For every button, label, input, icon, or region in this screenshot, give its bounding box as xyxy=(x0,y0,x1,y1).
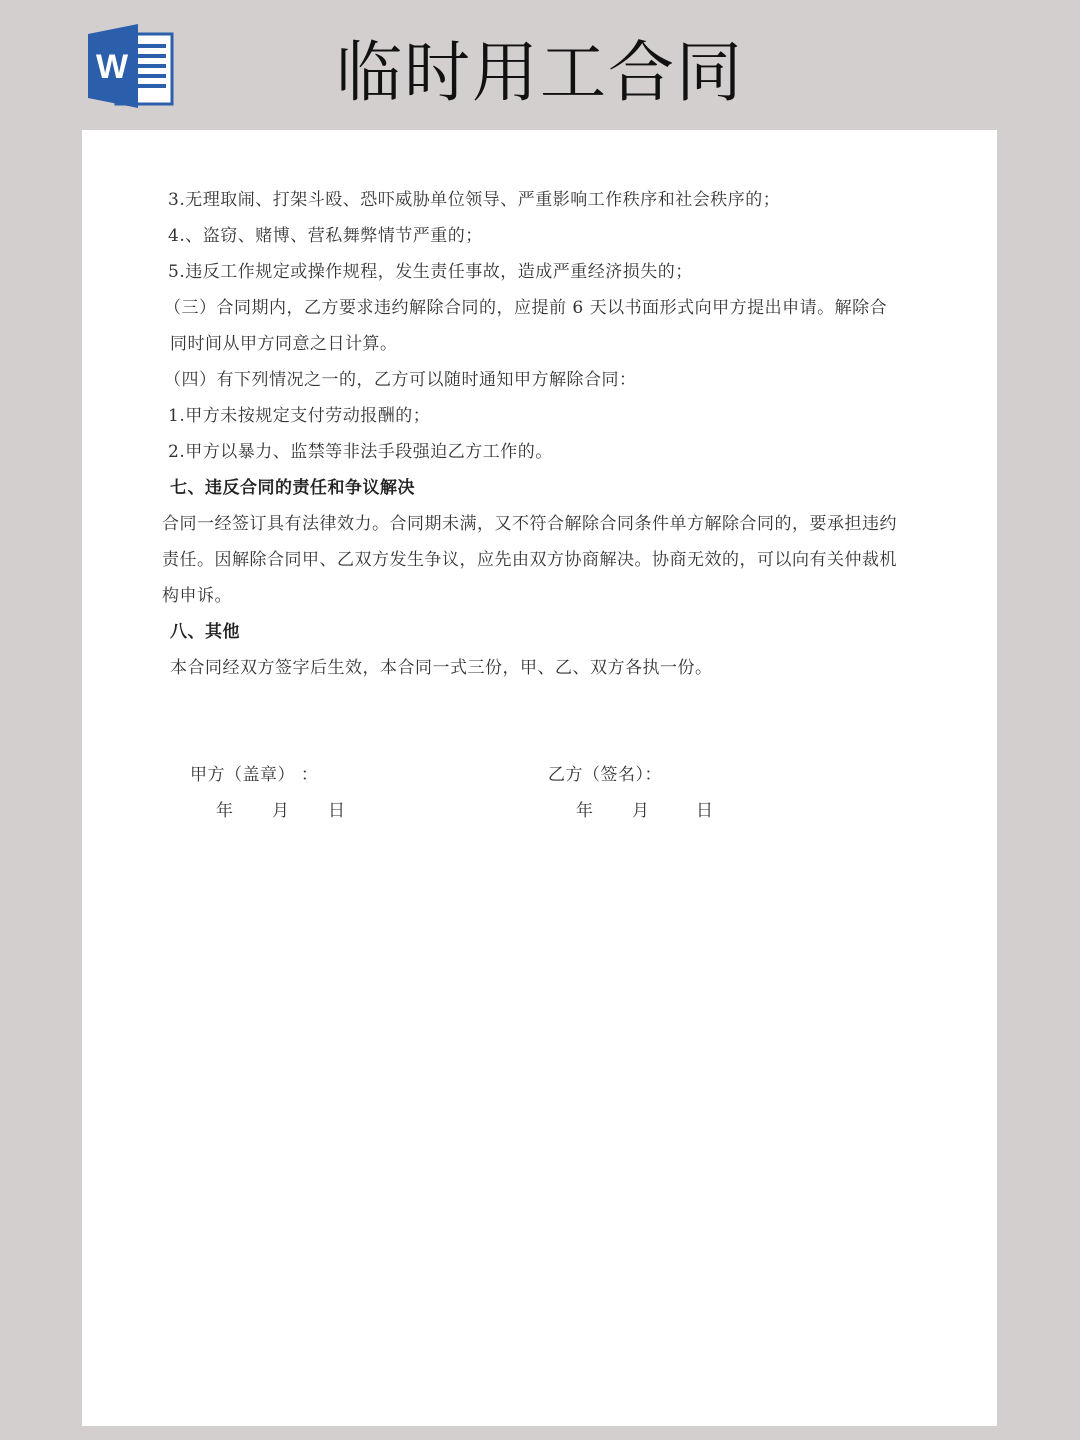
clause-line: 3.无理取闹、打架斗殴、恐吓威胁单位领导、严重影响工作秩序和社会秩序的； xyxy=(168,190,781,210)
clause-line: 5.违反工作规定或操作规程，发生责任事故，造成严重经济损失的； xyxy=(168,262,693,282)
clause-line: （三）合同期内，乙方要求违约解除合同的，应提前 6 天以书面形式向甲方提出申请。解除合 xyxy=(164,298,888,318)
clause-line: 4.、盗窃、赌博、营私舞弊情节严重的； xyxy=(168,226,483,246)
clause-line: （四）有下列情况之一的，乙方可以随时通知甲方解除合同： xyxy=(164,370,637,390)
clause-line: 同时间从甲方同意之日计算。 xyxy=(170,334,398,354)
section-heading: 七、违反合同的责任和争议解决 xyxy=(170,478,415,498)
party-a-year: 年 xyxy=(216,801,233,821)
section-paragraph-line: 本合同经双方签字后生效，本合同一式三份，甲、乙、双方各执一份。 xyxy=(170,658,713,678)
party-b-year: 年 xyxy=(576,801,593,821)
page-title: 临时用工合同 xyxy=(336,34,744,111)
section-heading: 八、其他 xyxy=(170,622,240,642)
clause-line: 1.甲方未按规定支付劳动报酬的； xyxy=(168,406,431,426)
section-paragraph-line: 责任。因解除合同甲、乙双方发生争议，应先由双方协商解决。协商无效的，可以向有关仲裁机 xyxy=(162,550,897,570)
party-a-signature-label: 甲方（盖章） ： xyxy=(190,765,319,785)
party-b-day: 日 xyxy=(696,801,713,821)
party-a-day: 日 xyxy=(328,801,345,821)
section-paragraph-line: 构申诉。 xyxy=(162,586,232,606)
document-page xyxy=(82,130,997,1426)
party-b-month: 月 xyxy=(632,801,649,821)
party-a-month: 月 xyxy=(272,801,289,821)
party-b-signature-label: 乙方（签名）： xyxy=(548,765,662,785)
section-paragraph-line: 合同一经签订具有法律效力。合同期未满，又不符合解除合同条件单方解除合同的，要承担违约 xyxy=(162,514,897,534)
word-logo-letter: W xyxy=(96,48,129,86)
clause-line: 2.甲方以暴力、监禁等非法手段强迫乙方工作的。 xyxy=(168,442,553,462)
